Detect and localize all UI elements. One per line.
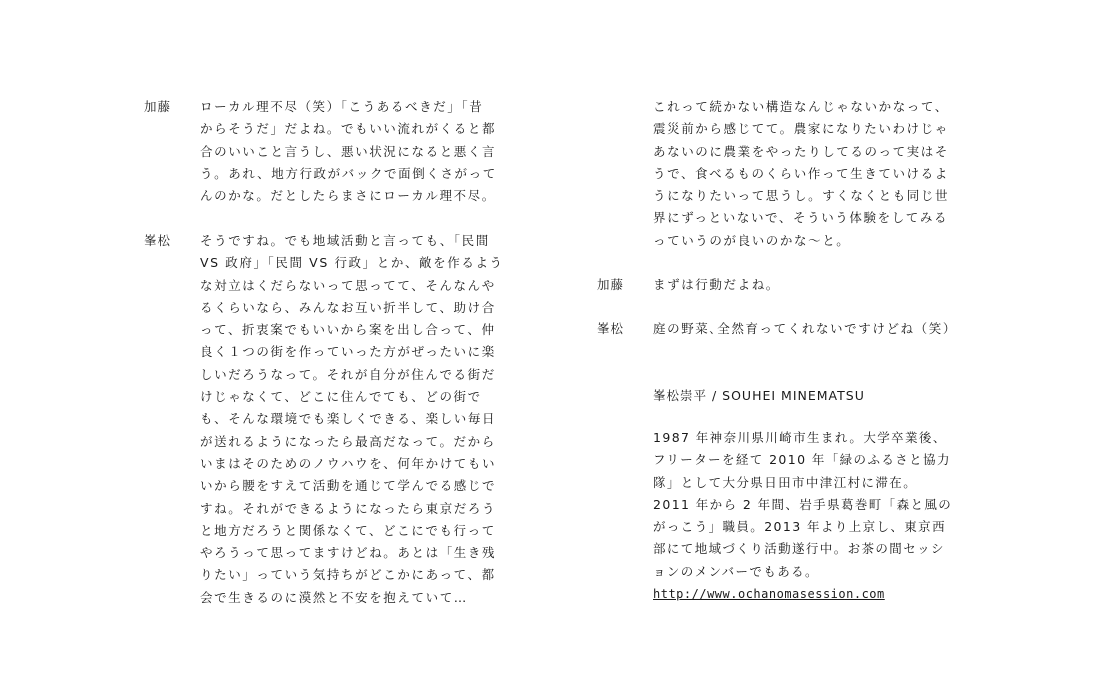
- text-line: あないのに農業をやったりしてるのって実はそ: [653, 143, 949, 159]
- text-line: 震災前から感じてて。農家になりたいわけじゃ: [653, 121, 949, 137]
- text-line: んのかな。だとしたらまさにローカル理不尽。: [200, 188, 496, 204]
- text-line: 会で生きるのに漠然と不安を抱えていて…: [200, 589, 468, 605]
- text-line: っていうのが良いのかな〜と。: [653, 232, 851, 248]
- bio-line: 隊」として大分県日田市中津江村に滞在。: [653, 474, 918, 490]
- speech-text: [653, 96, 949, 252]
- profile-bio: [653, 427, 952, 605]
- bio-line: がっこう」職員。2013 年より上京し、東京西: [653, 519, 946, 535]
- text-line: るくらいなら、みんなお互い折半して、助け合: [200, 299, 496, 315]
- speech-text: [200, 96, 497, 207]
- text-line: って、折衷案でもいいから案を出し合って、仲: [200, 322, 496, 338]
- text-line: 良く１つの街を作っていった方がぜったいに楽: [200, 344, 496, 360]
- speech-text: [653, 274, 780, 296]
- text-line: な対立はくだらないって思ってて、そんなんや: [200, 277, 496, 293]
- text-line: やろうって思ってますけどね。あとは「生き残: [200, 545, 497, 561]
- text-line: が送れるようになったら最高だなって。だから: [200, 433, 496, 449]
- bio-line: 2011 年から 2 年間、岩手県葛巻町「森と風の: [653, 496, 953, 512]
- text-line: からそうだ」だよね。でもいい流れがくると都: [200, 121, 497, 137]
- speaker-name: 加藤: [144, 99, 172, 114]
- text-line: も、そんな環境でも楽しくできる、楽しい毎日: [200, 411, 497, 427]
- text-line: 庭の野菜､全然育ってくれないですけどね（笑）: [653, 321, 957, 336]
- speaker-name: 加藤: [597, 277, 625, 292]
- text-line: すね。それができるようになったら東京だろう: [200, 500, 497, 516]
- bio-line: ョンのメンバーでもある。: [653, 563, 819, 579]
- speaker-name: 峯松: [597, 321, 625, 336]
- bio-line: フリーターを経て 2010 年「緑のふるさと協力: [653, 452, 951, 468]
- text-line: しいだろうなって。それが自分が住んでる街だ: [200, 366, 496, 382]
- bio-line: 1987 年神奈川県川崎市生まれ。大学卒業後、: [653, 430, 947, 445]
- speaker-name: 峯松: [144, 233, 172, 248]
- bio-line: 部にて地域づくり活動遂行中。お茶の間セッシ: [653, 541, 945, 557]
- text-line: これって続かない構造なんじゃないかなって、: [653, 99, 949, 114]
- text-line: いまはそのためのノウハウを、何年かけてもい: [200, 455, 497, 471]
- text-line: と地方だろうと関係なくて、どこにでも行って: [200, 522, 496, 538]
- profile-url-link[interactable]: http://www.ochanomasession.com: [653, 587, 885, 602]
- text-line: 界にずっといないで、そういう体験をしてみる: [653, 210, 949, 226]
- text-line: そうですね。でも地域活動と言っても、「民間: [200, 233, 490, 248]
- text-line: う。あれ、地方行政がバックで面倒くさがって: [200, 165, 497, 181]
- text-line: ローカル理不尽（笑）「こうあるべきだ」「昔: [200, 99, 484, 114]
- text-line: けじゃなくて、どこに住んでても、どの街で: [200, 389, 482, 405]
- text-line: いから腰をすえて活動を通じて学んでる感じで: [200, 478, 497, 494]
- text-line: うで、食べるものくらい作って生きていけるよ: [653, 165, 949, 181]
- text-line: うになりたいって思うし。すくなくとも同じ世: [653, 188, 950, 204]
- speech-text: [653, 318, 957, 340]
- profile-name: 峯松崇平 / SOUHEI MINEMATSU: [653, 388, 865, 403]
- text-line: まずは行動だよね。: [653, 277, 780, 292]
- text-line: りたい」っていう気持ちがどこかにあって、都: [200, 567, 496, 583]
- text-line: VS 政府」「民間 VS 行政」とか、敵を作るよう: [200, 255, 504, 271]
- speech-text: [200, 230, 504, 609]
- text-line: 合のいいこと言うし、悪い状況になると悪く言: [200, 143, 497, 159]
